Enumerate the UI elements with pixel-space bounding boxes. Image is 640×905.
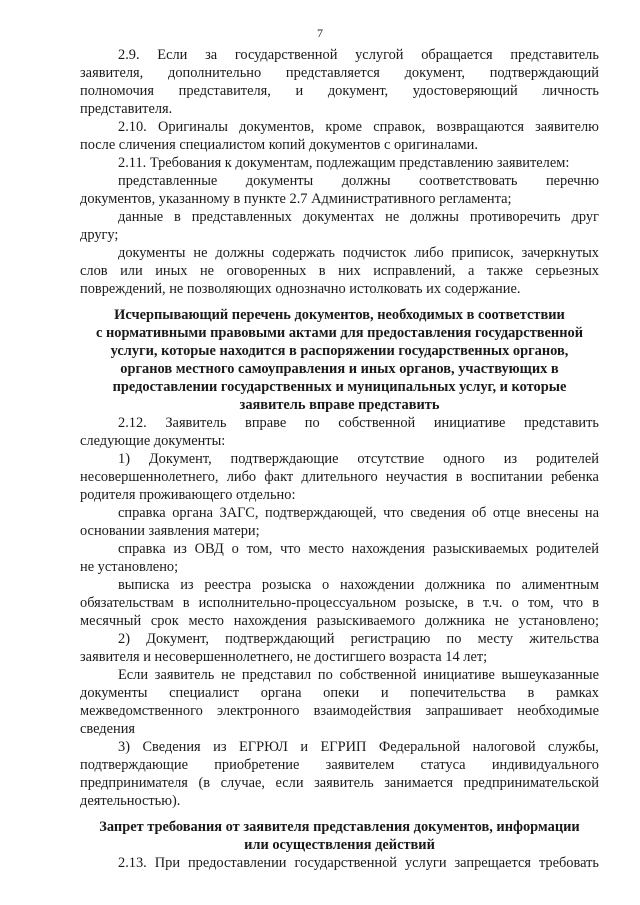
text-line: деятельностью). — [80, 793, 181, 809]
text-line: после сличения специалистом копий документов с оригиналами. — [80, 137, 478, 153]
section-heading-line: Исчерпывающий перечень документов, необходимых в соответствии — [114, 307, 565, 323]
section-heading-line: или осуществления действий — [244, 837, 435, 853]
text-line: подтверждающие приобретение заявителем статуса индивидуального — [80, 757, 599, 773]
text-line: основании заявления матери; — [80, 523, 260, 539]
text-line: справка из ОВД о том, что место нахождения разыскиваемых родителей — [118, 541, 599, 557]
text-line: родителя проживающего отдельно: — [80, 487, 296, 503]
text-line: обязательствам в исполнительно-процессуальном розыске, в т.ч. о том, что в — [80, 595, 599, 611]
text-line: представленные документы должны соответствовать перечню — [118, 173, 599, 189]
text-line: заявителя и несовершеннолетнего, не достигшего возраста 14 лет; — [80, 649, 488, 665]
text-line: 2) Документ, подтверждающий регистрацию по месту жительства — [118, 631, 599, 647]
section-heading-line: предоставлении государственных и муниципальных услуг, и которые — [112, 379, 567, 395]
section-heading-line: услуги, которые находится в распоряжении государственных органов, — [110, 343, 569, 359]
text-line: заявителя, дополнительно представляется документ, подтверждающий — [80, 65, 599, 81]
text-line: не установлено; — [80, 559, 179, 575]
text-line: предпринимателя (в случае, если заявитель занимается предпринимательской — [80, 775, 599, 791]
text-line: сведения — [80, 721, 136, 737]
text-line: справка органа ЗАГС, подтверждающей, что сведения об отце внесены на — [118, 505, 599, 521]
text-line: полномочия представителя, и документ, удостоверяющий личность — [80, 83, 599, 99]
text-line: другу; — [80, 227, 119, 243]
text-line: следующие документы: — [80, 433, 226, 449]
text-line: 3) Сведения из ЕГРЮЛ и ЕГРИП Федеральной налоговой службы, — [118, 739, 599, 755]
text-line: документы не должны содержать подчисток либо приписок, зачеркнутых — [118, 245, 599, 261]
text-line: данные в представленных документах не должны противоречить друг — [118, 209, 599, 225]
text-line: 2.11. Требования к документам, подлежащим представлению заявителем: — [118, 155, 570, 171]
text-line: месячный срок место нахождения разыскиваемого должника не установлено; — [80, 613, 599, 629]
text-line: 2.13. При предоставлении государственной услуги запрещается требовать — [118, 855, 599, 871]
text-line: Если заявитель не представил по собственной инициативе вышеуказанные — [118, 667, 599, 683]
text-line: 2.12. Заявитель вправе по собственной инициативе представить — [118, 415, 599, 431]
text-line: слов или иных не оговоренных в них исправлений, а также серьезных — [80, 263, 599, 279]
text-line: выписка из реестра розыска о нахождении должника по алиментным — [118, 577, 599, 593]
text-line: межведомственного электронного взаимодействия запрашивает необходимые — [80, 703, 599, 719]
page-number: 7 — [317, 26, 323, 40]
section-heading-line: заявитель вправе представить — [239, 397, 440, 413]
text-line: 1) Документ, подтверждающие отсутствие одного из родителей — [118, 451, 599, 467]
text-line: документы специалист органа опеки и попечительства в рамках — [80, 685, 599, 701]
text-line: 2.10. Оригиналы документов, кроме справок, возвращаются заявителю — [118, 119, 599, 135]
text-line: документов, указанному в пункте 2.7 Административного регламента; — [80, 191, 512, 207]
section-heading-line: Запрет требования от заявителя представления документов, информации — [99, 819, 580, 835]
text-line: повреждений, не позволяющих однозначно истолковать их содержание. — [80, 281, 521, 297]
text-line: представителя. — [80, 101, 173, 117]
text-line: несовершеннолетнего, либо факт длительного неучастия в воспитании ребенка — [80, 469, 599, 485]
text-line: 2.9. Если за государственной услугой обращается представитель — [118, 47, 599, 63]
section-heading-line: органов местного самоуправления и иных органов, участвующих в — [120, 361, 559, 377]
section-heading-line: с нормативными правовыми актами для предоставления государственной — [95, 325, 583, 341]
